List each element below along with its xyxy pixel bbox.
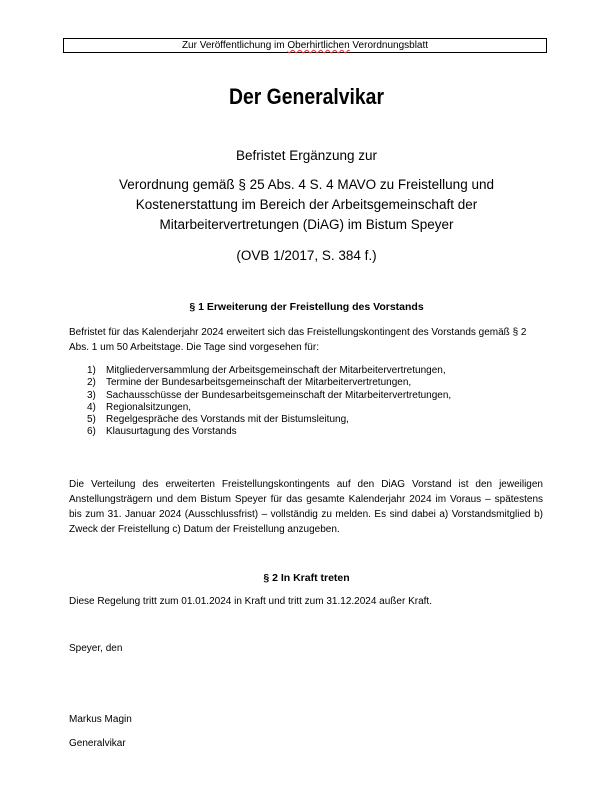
list-item-number: 2) xyxy=(87,377,96,389)
list-item xyxy=(87,414,451,426)
list-item-number: 1) xyxy=(87,365,96,376)
list-item xyxy=(87,390,451,402)
section-1-intro-line-2: Abs. 1 um 50 Arbeitstage. Die Tage sind vorgesehen für: xyxy=(69,342,319,353)
list-item-text: Regelgespräche des Vorstands mit der Bistumsleitung, xyxy=(106,414,349,426)
signature-name: Markus Magin xyxy=(69,714,132,725)
section-1-distribution: Die Verteilung des erweiterten Freistellungskontingents auf den DiAG Vorstand ist den jeweiligen Anstellungsträgern und dem Bistum Speyer für das gesamte Kalenderjahr 2024 im Voraus – spätestens bis zum 31. Januar 2024 (Ausschlussfrist) – vollständig zu melden. Es sind dabei a) Vorstandsmitglied b) Zweck der Freistellung c) Datum der Freistellung anzugeben. xyxy=(69,479,543,535)
list-item-number: 5) xyxy=(87,414,96,426)
list-item-number: 6) xyxy=(87,426,96,438)
section-1-heading: § 1 Erweiterung der Freistellung des Vorstands xyxy=(189,301,424,313)
list-item-number: 4) xyxy=(87,401,96,413)
section-2-text: Diese Regelung tritt zum 01.01.2024 in Kraft und tritt zum 31.12.2024 außer Kraft. xyxy=(69,596,432,607)
place-date: Speyer, den xyxy=(69,643,123,654)
purpose-list xyxy=(87,365,451,439)
document-title: Der Generalvikar xyxy=(229,84,384,109)
signature-title: Generalvikar xyxy=(69,738,126,749)
subtitle-ordinance-line-1: Verordnung gemäß § 25 Abs. 4 S. 4 MAVO zu Freistellung und xyxy=(119,177,494,192)
publication-note-before: Zur Veröffentlichung im xyxy=(181,40,288,51)
list-item xyxy=(87,365,451,377)
list-item xyxy=(87,377,451,389)
subtitle-ordinance-line-3: Mitarbeitervertretungen (DiAG) im Bistum Speyer xyxy=(159,217,454,232)
publication-note xyxy=(63,38,547,53)
list-item-text: Mitgliederversammlung der Arbeitsgemeinschaft der Mitarbeitervertretungen, xyxy=(106,365,446,376)
subtitle-amendment: Befristet Ergänzung zur xyxy=(235,148,378,163)
section-2-heading: § 2 In Kraft treten xyxy=(263,572,350,584)
reference: (OVB 1/2017, S. 384 f.) xyxy=(236,248,377,263)
list-item xyxy=(87,426,451,438)
list-item-text: Termine der Bundesarbeitsgemeinschaft der Mitarbeitervertretungen, xyxy=(106,377,412,389)
list-item-text: Sachausschüsse der Bundesarbeitsgemeinschaft der Mitarbeitervertretungen, xyxy=(106,389,452,401)
list-item-number: 3) xyxy=(87,389,96,401)
list-item-text: Klausurtagung des Vorstands xyxy=(106,426,237,438)
section-1-intro xyxy=(69,325,543,355)
publication-note-misspelled-word: Oberhirtlichen xyxy=(287,40,350,51)
publication-note-after: Verordnungsblatt xyxy=(349,40,429,51)
section-1-intro-line-1: Befristet für das Kalenderjahr 2024 erweitert sich das Freistellungskontingent des Vorstands gemäß § 2 xyxy=(69,327,527,338)
list-item xyxy=(87,402,451,414)
list-item-text: Regionalsitzungen, xyxy=(106,401,192,413)
subtitle-ordinance-line-2: Kostenerstattung im Bereich der Arbeitsgemeinschaft der xyxy=(135,197,478,212)
